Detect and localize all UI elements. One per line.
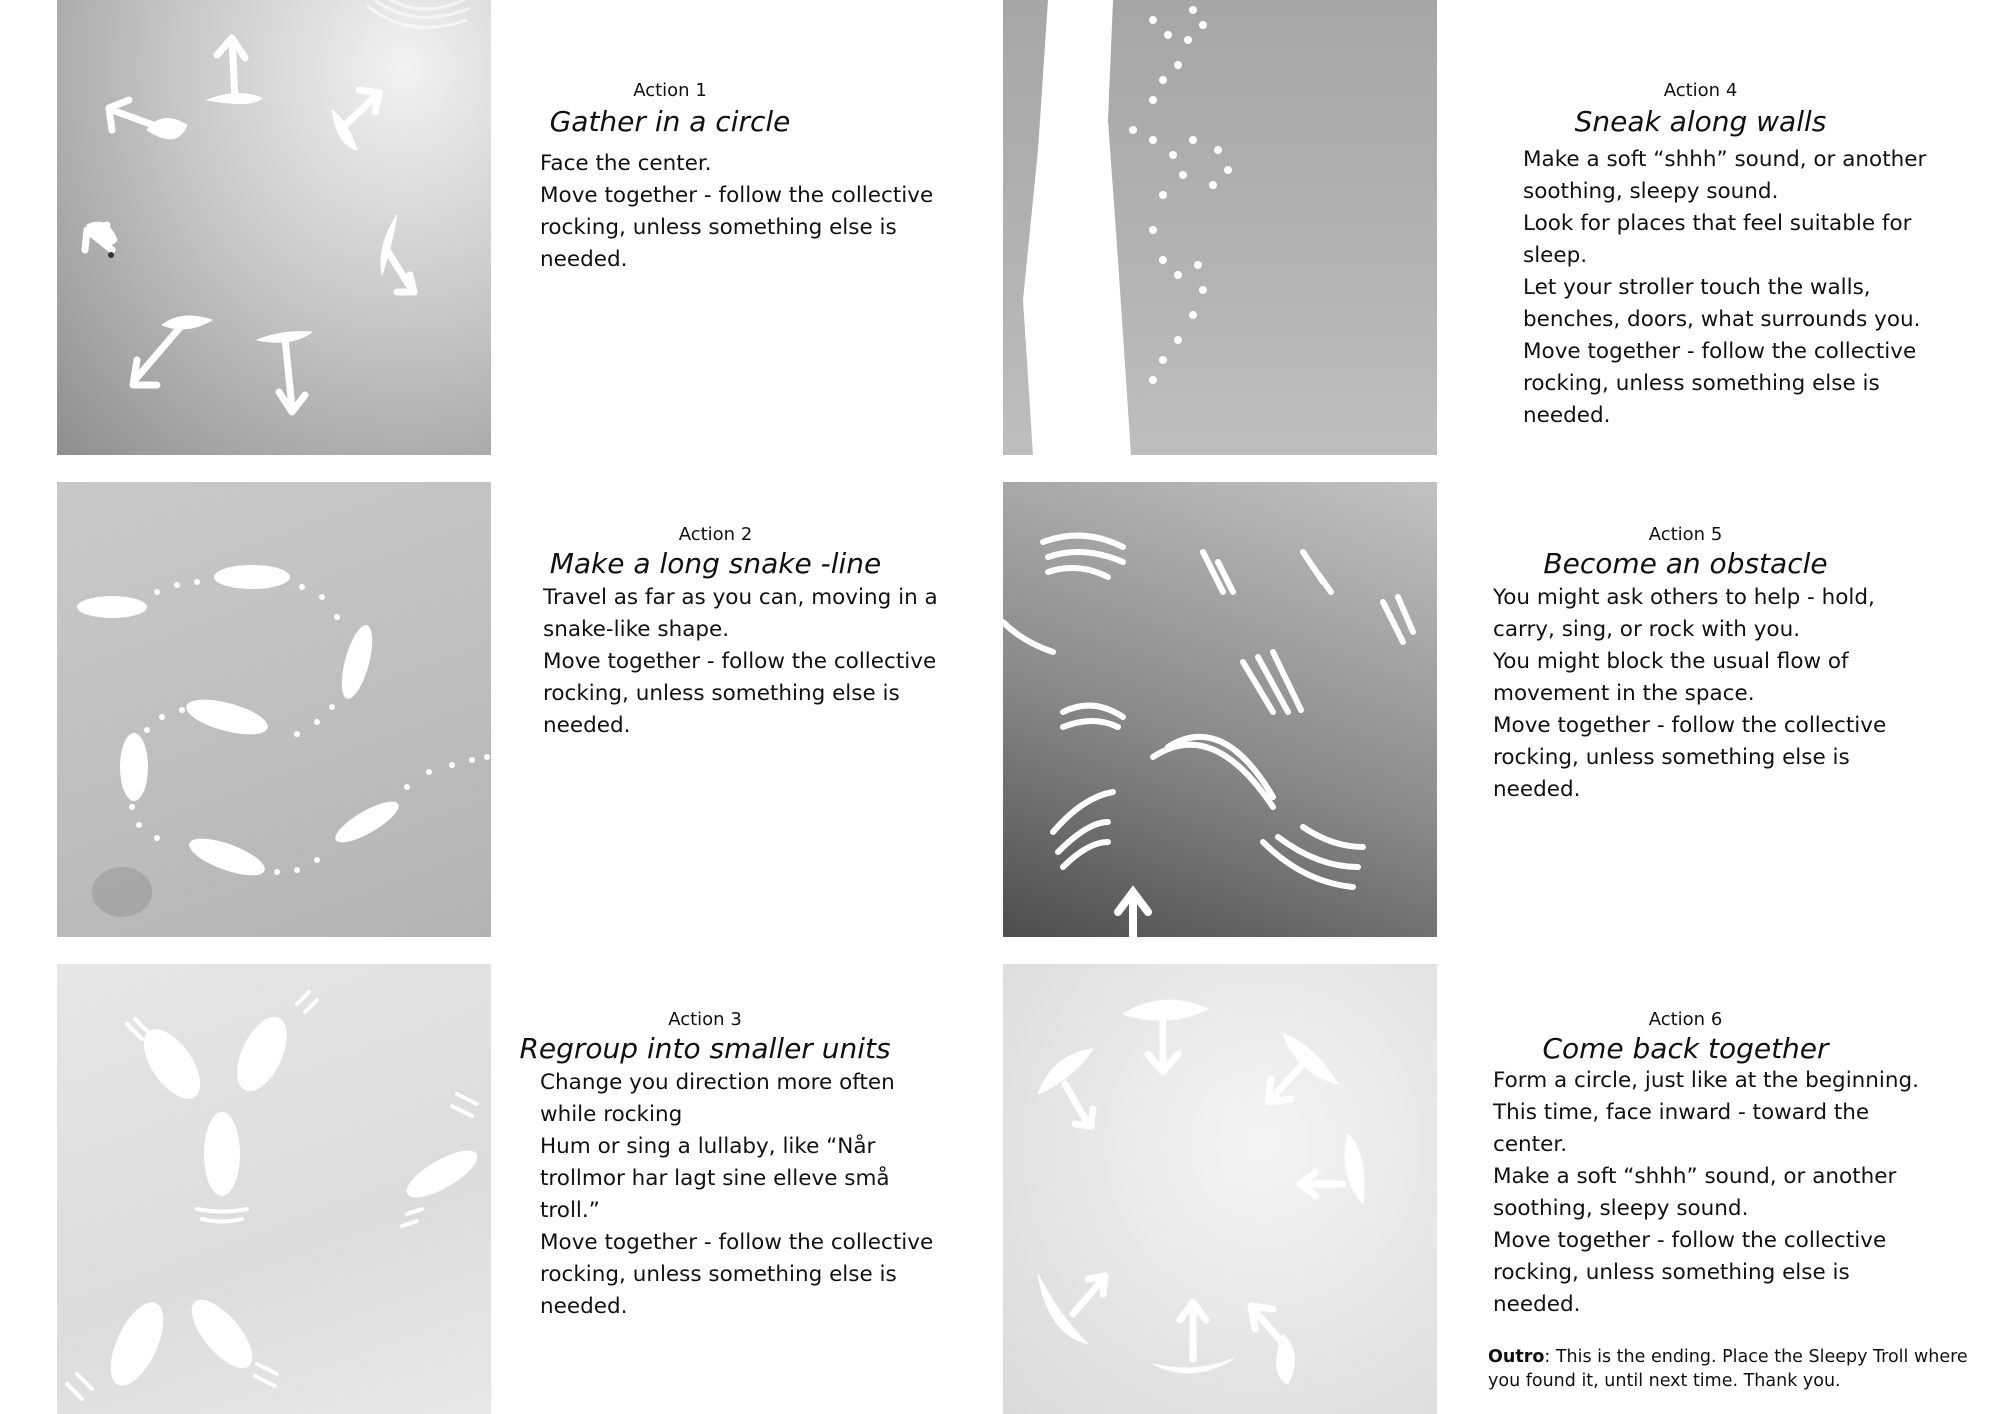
action-3-body (540, 1067, 970, 1323)
illustration-snake-line (57, 482, 491, 937)
outro-label: Outro (1488, 1347, 1545, 1367)
action-4-line-1: Make a soft “shhh” sound, or another soothing, sleepy sound. (1523, 147, 1927, 204)
action-3-line-2: Hum or sing a lullaby, like “Når trollmor har lagt sine elleve små troll.” (540, 1134, 890, 1223)
obstacle-drawing (1003, 482, 1437, 937)
action-6-block (1493, 1009, 1963, 1321)
snake-line-drawing (57, 482, 491, 937)
action-2-block (543, 524, 973, 742)
action-6-line-4: Move together - follow the collective rocking, unless something else is needed. (1493, 1228, 1887, 1317)
action-6-line-3: Make a soft “shhh” sound, or another soothing, sleepy sound. (1493, 1164, 1897, 1221)
walls-drawing (1003, 0, 1437, 455)
action-6-title: Come back together (1542, 1032, 1829, 1065)
action-3-label: Action 3 (668, 1009, 742, 1030)
illustration-obstacle (1003, 482, 1437, 937)
action-3-line-3: Move together - follow the collective rocking, unless something else is needed. (540, 1230, 934, 1319)
action-3-block (519, 1009, 970, 1323)
action-2-body (543, 582, 973, 742)
action-5-body (1493, 582, 1933, 806)
action-1-block (540, 80, 970, 276)
action-2-label: Action 2 (678, 524, 753, 545)
action-5-block (1493, 524, 1933, 806)
action-6-line-2: This time, face inward - toward the center. (1493, 1100, 1870, 1157)
small-units-drawing (57, 964, 491, 1414)
action-4-title: Sneak along walls (1574, 105, 1827, 138)
action-4-line-3: Let your stroller touch the walls, benches, doors, what surrounds you. (1523, 275, 1921, 332)
action-6-label: Action 6 (1648, 1009, 1723, 1030)
action-4-body (1523, 144, 1963, 432)
action-5-line-1: You might ask others to help - hold, carry, sing, or rock with you. (1493, 585, 1875, 642)
action-1-body (540, 148, 970, 276)
action-2-title: Make a long snake -line (549, 547, 882, 580)
outro-note (1488, 1345, 1998, 1393)
action-6-body (1493, 1065, 1963, 1321)
action-5-label: Action 5 (1648, 524, 1723, 545)
action-3-line-1: Change you direction more often while rocking (540, 1070, 895, 1127)
action-1-label: Action 1 (633, 80, 707, 101)
action-5-line-2: You might block the usual flow of movement in the space. (1493, 649, 1849, 706)
action-1-title: Gather in a circle (549, 105, 791, 138)
action-1-line-1: Face the center. (540, 151, 712, 176)
outro-text: : This is the ending. Place the Sleepy Troll where you found it, until next time. Thank you. (1488, 1347, 1968, 1391)
action-5-title: Become an obstacle (1543, 547, 1828, 580)
action-4-line-2: Look for places that feel suitable for sleep. (1523, 211, 1912, 268)
illustration-circle-outward (57, 0, 491, 455)
illustration-walls (1003, 0, 1437, 455)
circle-outward-drawing (57, 0, 491, 455)
illustration-circle-inward (1003, 964, 1437, 1414)
action-1-line-2: Move together - follow the collective rocking, unless something else is needed. (540, 183, 934, 272)
action-4-line-4: Move together - follow the collective rocking, unless something else is needed. (1523, 339, 1917, 428)
action-6-line-1: Form a circle, just like at the beginning. (1493, 1068, 1920, 1093)
action-3-title: Regroup into smaller units (519, 1032, 891, 1065)
action-5-line-3: Move together - follow the collective rocking, unless something else is needed. (1493, 713, 1887, 802)
action-2-line-1: Travel as far as you can, moving in a snake-like shape. (543, 585, 938, 642)
circle-inward-drawing (1003, 964, 1437, 1414)
action-2-line-2: Move together - follow the collective rocking, unless something else is needed. (543, 649, 937, 738)
action-4-block (1523, 80, 1963, 432)
illustration-small-units (57, 964, 491, 1414)
action-4-label: Action 4 (1663, 80, 1738, 101)
